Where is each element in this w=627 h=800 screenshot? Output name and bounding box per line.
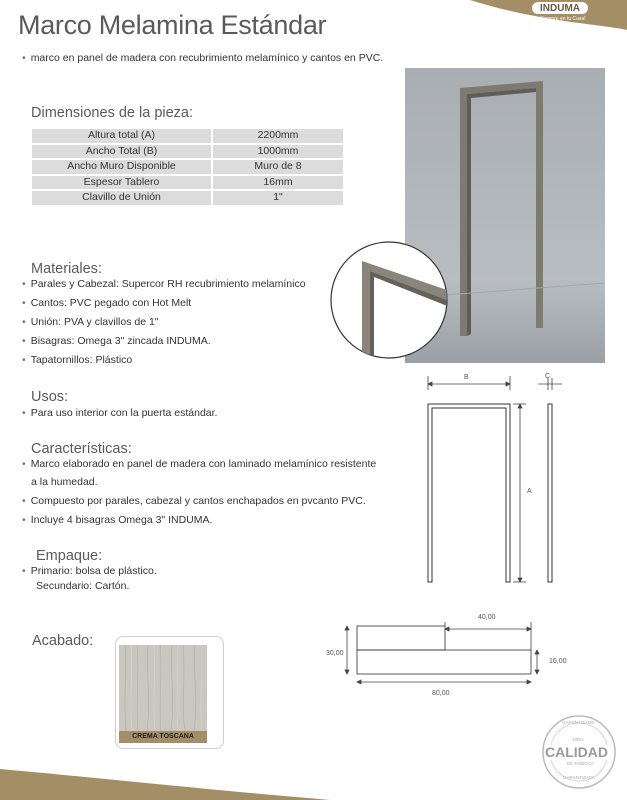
dimension-value: 16mm — [213, 176, 343, 190]
caracteristicas-item: • Incluye 4 bisagras Omega 3" INDUMA. — [22, 514, 212, 526]
dimension-value: 1000mm — [213, 145, 343, 159]
materiales-item: • Tapatornillos: Plástico — [22, 354, 132, 366]
intro-text: • marco en panel de madera con recubrimiento melamínico y cantos en PVC. — [22, 52, 383, 64]
dimension-value: Muro de 8 — [213, 160, 343, 174]
profile-thickness: 16,00 — [549, 658, 567, 665]
table-row — [32, 191, 343, 205]
badge-bottom-text: GARANTIZADA — [563, 775, 596, 780]
dimension-label-c: C — [545, 373, 551, 380]
materiales-item: • Bisagras: Omega 3" zincada INDUMA. — [22, 335, 211, 347]
dimension-label-a: A — [527, 488, 532, 495]
materiales-item: • Unión: PVA y clavillos de 1" — [22, 316, 159, 328]
acabado-heading: Acabado: — [32, 633, 94, 649]
badge-percent: 100% — [572, 737, 584, 742]
profile-total-width: 80,00 — [432, 690, 450, 697]
badge-main-text: CALIDAD — [545, 744, 608, 760]
materiales-heading: Materiales: — [31, 261, 102, 277]
table-row — [32, 160, 343, 174]
dimension-label: Ancho Total (B) — [32, 145, 213, 159]
brand-text: INDUMA — [540, 3, 580, 14]
empaque-heading: Empaque: — [36, 548, 103, 564]
dimension-label: Altura total (A) — [32, 129, 213, 143]
detail-zoom-circle — [328, 239, 450, 361]
usos-heading: Usos: — [31, 389, 69, 405]
dimensions-table — [32, 127, 343, 207]
dimension-value: 1" — [213, 191, 343, 205]
page-title: Marco Melamina Estándar — [18, 10, 327, 40]
caracteristicas-heading: Características: — [31, 441, 132, 457]
finish-swatch-label: CREMA TOSCANA — [119, 731, 207, 743]
footer-decoration — [0, 755, 627, 800]
empaque-secondary: Secundario: Cartón. — [36, 580, 130, 592]
profile-height: 30,00 — [326, 650, 344, 657]
dimension-label: Espesor Tablero — [32, 176, 213, 190]
dimension-label: Clavillo de Unión — [32, 191, 213, 205]
dimensions-heading: Dimensiones de la pieza: — [31, 105, 194, 121]
caracteristicas-item: • Compuesto por parales, cabezal y cantos enchapados en pvcanto PVC. — [22, 495, 366, 507]
dimension-label-b: B — [464, 374, 469, 381]
dimension-label: Ancho Muro Disponible — [32, 160, 213, 174]
frame-technical-drawing — [420, 370, 565, 590]
brand-tagline: Siempre en tu Casa! — [540, 16, 586, 22]
dimension-value: 2200mm — [213, 129, 343, 143]
badge-sub-text: DE FABRICA — [567, 761, 594, 766]
materiales-item: • Cantos: PVC pegado con Hot Melt — [22, 297, 191, 309]
materiales-item: • Parales y Cabezal: Supercor RH recubrimiento melamínico — [22, 278, 306, 290]
profile-top-width: 40,00 — [478, 614, 496, 621]
finish-swatch — [119, 645, 207, 731]
caracteristicas-item: • Marco elaborado en panel de madera con laminado melamínico resistente — [22, 458, 376, 470]
usos-item: • Para uso interior con la puerta estándar. — [22, 407, 217, 419]
caracteristicas-item-continued: a la humedad. — [31, 476, 98, 488]
table-row — [32, 176, 343, 190]
badge-top-text: GARANTIZADO — [562, 720, 595, 725]
empaque-primary: • Primario: bolsa de plástico. — [22, 565, 157, 577]
profile-section-drawing — [330, 610, 560, 702]
table-row — [32, 145, 343, 159]
table-row — [32, 129, 343, 143]
